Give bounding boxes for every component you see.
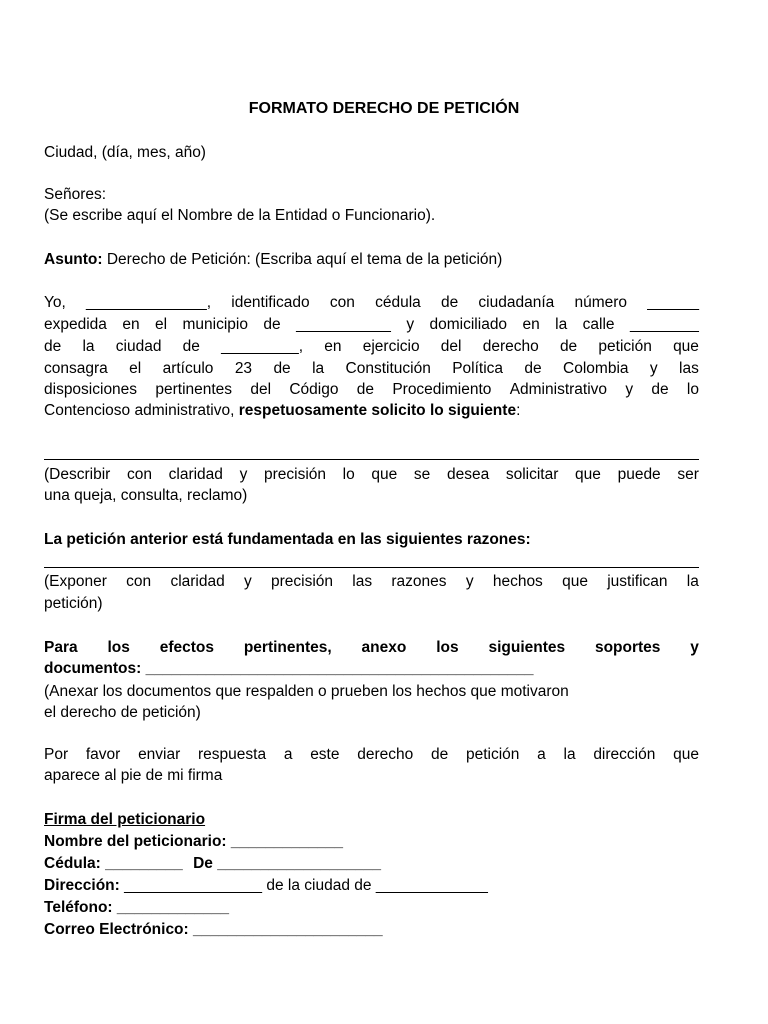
word: y (406, 316, 415, 333)
recipient-note: (Se escribe aquí el Nombre de la Entidad o Funcionario). (44, 207, 436, 224)
word: disposiciones (44, 381, 138, 398)
word: este (310, 746, 340, 763)
signature-address-line (44, 877, 488, 895)
body-line-6-colon: : (516, 402, 521, 419)
signature-phone-line: Teléfono: _____________ (44, 899, 229, 916)
request-answer-line (44, 459, 699, 460)
word: dirección (593, 746, 656, 763)
body-line-1 (44, 294, 699, 312)
word: y (239, 466, 248, 483)
word: de (44, 338, 62, 355)
word: petición (465, 746, 520, 763)
word: las (679, 360, 699, 377)
word: de (524, 360, 542, 377)
word: precisión (263, 466, 326, 483)
word: siguientes (488, 639, 566, 656)
word: cédula (375, 294, 421, 311)
word: los (107, 639, 130, 656)
word: petición (598, 338, 652, 355)
word: pertinentes (155, 381, 233, 398)
word: ________ (629, 316, 699, 333)
word: expedida (44, 316, 107, 333)
word: Yo, (44, 294, 66, 311)
signature-email-line: Correo Electrónico: ______________________ (44, 921, 383, 938)
word: soportes (594, 639, 661, 656)
signature-cedula-line (44, 855, 381, 873)
word: y (649, 360, 658, 377)
response-line-2: aparece al pie de mi firma (44, 767, 223, 784)
word: _________, (221, 338, 304, 355)
word: domiciliado (429, 316, 508, 333)
word: Administrativo (509, 381, 608, 398)
word: en (522, 316, 540, 333)
body-line-4 (44, 360, 699, 378)
word: y (465, 573, 474, 590)
word: favor (85, 746, 121, 763)
word: de (559, 338, 578, 355)
signature-heading: Firma del peticionario (44, 811, 206, 828)
word: claridad (168, 466, 223, 483)
word: calle (582, 316, 615, 333)
body-line-3 (44, 338, 699, 356)
city-date-line: Ciudad, (día, mes, año) (44, 144, 206, 161)
address-city-blank: _____________ (375, 877, 488, 894)
body-line-6-text: Contencioso administrativo, (44, 402, 235, 419)
word: que (562, 573, 588, 590)
address-label: Dirección: (44, 877, 120, 894)
word: claridad (170, 573, 225, 590)
body-line-6 (44, 402, 520, 420)
reasons-heading: La petición anterior está fundamentada en las siguientes razones: (44, 531, 531, 548)
word: de (440, 294, 459, 311)
word: solicitar (505, 466, 559, 483)
word: de (430, 746, 449, 763)
word: de (356, 381, 375, 398)
word: de (182, 338, 200, 355)
word: la (555, 316, 568, 333)
word: Procedimiento (392, 381, 492, 398)
word: efectos (159, 639, 214, 656)
annex-line-2: documentos: _____________________________________________ (44, 660, 534, 677)
word: número (574, 294, 628, 311)
word: a (283, 746, 293, 763)
word: ___________ (296, 316, 391, 333)
word: lo (342, 466, 355, 483)
word: anexo (361, 639, 407, 656)
word: desea (446, 466, 490, 483)
word: lo (686, 381, 699, 398)
word: de (273, 360, 291, 377)
annex-instructions-line-2: el derecho de petición) (44, 704, 201, 721)
word: a (537, 746, 546, 763)
word: pertinentes, (243, 639, 332, 656)
word: derecho (357, 746, 414, 763)
word: de (651, 381, 669, 398)
word: que (371, 466, 398, 483)
reasons-instructions-line-2: petición) (44, 595, 103, 612)
recipient-salutation: Señores: (44, 186, 107, 203)
request-instructions-line-2: una queja, consulta, reclamo) (44, 487, 248, 504)
subject-text: Derecho de Petición: (Escriba aquí el tema de la petición) (106, 251, 503, 268)
response-line-1 (44, 746, 699, 764)
cedula-de-label: De (193, 855, 213, 872)
word: artículo (162, 360, 214, 377)
request-instructions-line-1 (44, 466, 699, 484)
word: con (329, 294, 355, 311)
word: ______________, (86, 294, 212, 311)
word: y (625, 381, 634, 398)
word: precisión (271, 573, 334, 590)
word: 23 (234, 360, 253, 377)
signature-name-line: Nombre del peticionario: _____________ (44, 833, 343, 850)
word: Colombia (563, 360, 629, 377)
word: que (575, 466, 601, 483)
word: la (563, 746, 576, 763)
word: del (250, 381, 272, 398)
word: el (155, 316, 168, 333)
word: con (126, 573, 152, 590)
word: de (263, 316, 281, 333)
body-line-2 (44, 316, 699, 334)
annex-instructions-line-1: (Anexar los documentos que respalden o prueben los hechos que motivaron (44, 683, 569, 700)
word: puede (617, 466, 661, 483)
word: razones (391, 573, 447, 590)
reasons-answer-line (44, 567, 699, 568)
word: justifican (607, 573, 668, 590)
subject-label: Asunto: (44, 251, 103, 268)
word: Por (44, 746, 69, 763)
word: que (673, 746, 699, 763)
word: (Describir (44, 466, 111, 483)
annex-line-1 (44, 639, 699, 657)
word: hechos (492, 573, 543, 590)
word: identificado (231, 294, 310, 311)
word: en (324, 338, 342, 355)
request-emphasis: respetuosamente solicito lo siguiente (238, 402, 517, 419)
word: y (690, 639, 699, 656)
body-line-5 (44, 381, 699, 399)
word: Código (289, 381, 339, 398)
word: el (129, 360, 142, 377)
word: ciudadanía (478, 294, 555, 311)
word: los (436, 639, 459, 656)
word: del (440, 338, 462, 355)
word: Para (44, 639, 78, 656)
word: la (312, 360, 325, 377)
cedula-label: Cédula: (44, 855, 101, 872)
word: la (82, 338, 95, 355)
reasons-instructions-line-1 (44, 573, 699, 591)
cedula-de-blank: ___________________ (217, 855, 381, 872)
word: municipio (182, 316, 248, 333)
word: Política (452, 360, 504, 377)
word: Constitución (345, 360, 431, 377)
address-city-label: de la ciudad de (266, 877, 372, 894)
cedula-blank: _________ (105, 855, 183, 872)
word: y (243, 573, 252, 590)
word: con (126, 466, 152, 483)
word: ______ (647, 294, 699, 311)
subject-line (44, 251, 502, 269)
word: ejercicio (362, 338, 420, 355)
word: enviar (138, 746, 181, 763)
word: ser (677, 466, 699, 483)
document-title: FORMATO DERECHO DE PETICIÓN (248, 100, 520, 117)
word: las (352, 573, 373, 590)
word: se (413, 466, 431, 483)
word: la (686, 573, 699, 590)
word: en (122, 316, 140, 333)
word: respuesta (198, 746, 267, 763)
word: consagra (44, 360, 108, 377)
word: (Exponer (44, 573, 107, 590)
address-blank: ________________ (124, 877, 263, 894)
word: ciudad (115, 338, 162, 355)
word: derecho (482, 338, 539, 355)
word: que (673, 338, 699, 355)
